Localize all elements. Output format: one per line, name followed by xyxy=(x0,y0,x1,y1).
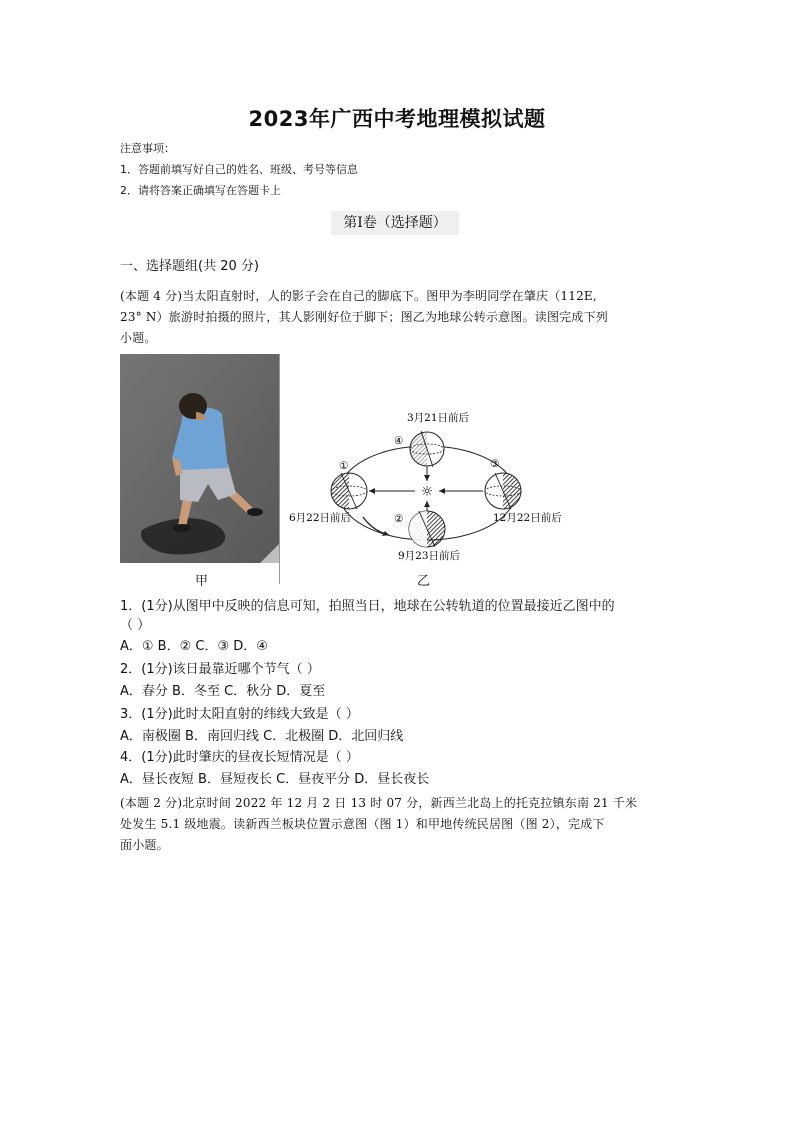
earth-position-2 xyxy=(409,511,445,547)
question-1-stem: 1．(1分)从图甲中反映的信息可知，拍照当日，地球在公转轨道的位置最接近乙图中的 xyxy=(120,599,615,614)
notice-item-2: 2．请将答案正确填写在答题卡上 xyxy=(120,184,281,197)
earth-revolution-diagram xyxy=(285,405,585,570)
marker-4: ④ xyxy=(394,435,404,447)
question-4-stem: 4．(1分)此时肇庆的昼夜长短情况是（ ） xyxy=(120,750,359,765)
label-september-23: 9月23日前后 xyxy=(398,550,461,562)
marker-3: ③ xyxy=(490,458,500,470)
label-march-21: 3月21日前后 xyxy=(407,412,470,424)
question-1-blank: （ ） xyxy=(120,618,151,633)
passage2-line3: 面小题。 xyxy=(120,838,169,852)
figure-caption-left: 甲 xyxy=(195,574,209,589)
walking-person-photo xyxy=(120,354,279,563)
question-3-options: A．南极圈 B．南回归线 C．北极圈 D．北回归线 xyxy=(120,729,404,744)
passage2-line2: 处发生 5.1 级地震。读新西兰板块位置示意图（图 1）和甲地传统民居图（图 2），完成下 xyxy=(120,817,605,831)
passage2-line1: (本题 2 分)北京时间 2022 年 12 月 2 日 13 时 07 分，新西兰北岛上的托克拉镇东南 21 千米 xyxy=(120,796,638,810)
question-2-stem: 2．(1分)该日最靠近哪个节气（ ） xyxy=(120,662,320,677)
group-heading: 一、选择题组(共 20 分) xyxy=(120,259,259,274)
notice-heading: 注意事项： xyxy=(120,142,175,155)
notice-item-1: 1．答题前填写好自己的姓名、班级、考号等信息 xyxy=(120,163,358,176)
page-title: 2023年广西中考地理模拟试题 xyxy=(248,107,546,131)
passage1-line3: 小题。 xyxy=(120,331,157,345)
label-december-22: 12月22日前后 xyxy=(493,512,562,524)
passage1-line2: 23° N）旅游时拍摄的照片，其人影刚好位于脚下；图乙为地球公转示意图。读图完成下列 xyxy=(120,310,608,324)
sun-icon: ☼ xyxy=(420,484,434,500)
question-1-options: A．① B．② C．③ D．④ xyxy=(120,639,268,654)
figure-caption-right: 乙 xyxy=(417,574,431,589)
question-4-options: A．昼长夜短 B．昼短夜长 C．昼夜平分 D．昼长夜长 xyxy=(120,772,430,787)
passage1-line1: (本题 4 分)当太阳直射时，人的影子会在自己的脚底下。图甲为李明同学在肇庆（112E, xyxy=(120,289,597,303)
earth-position-3 xyxy=(485,473,521,509)
earth-position-4 xyxy=(410,431,444,467)
section-title: 第I卷（选择题） xyxy=(331,211,459,235)
figure-divider xyxy=(279,354,280,584)
question-2-options: A．春分 B．冬至 C．秋分 D．夏至 xyxy=(120,684,326,699)
marker-1: ① xyxy=(339,460,349,472)
label-june-22: 6月22日前后 xyxy=(289,512,352,524)
marker-2: ② xyxy=(394,513,404,525)
earth-position-1 xyxy=(331,473,367,509)
question-3-stem: 3．(1分)此时太阳直射的纬线大致是（ ） xyxy=(120,707,359,722)
